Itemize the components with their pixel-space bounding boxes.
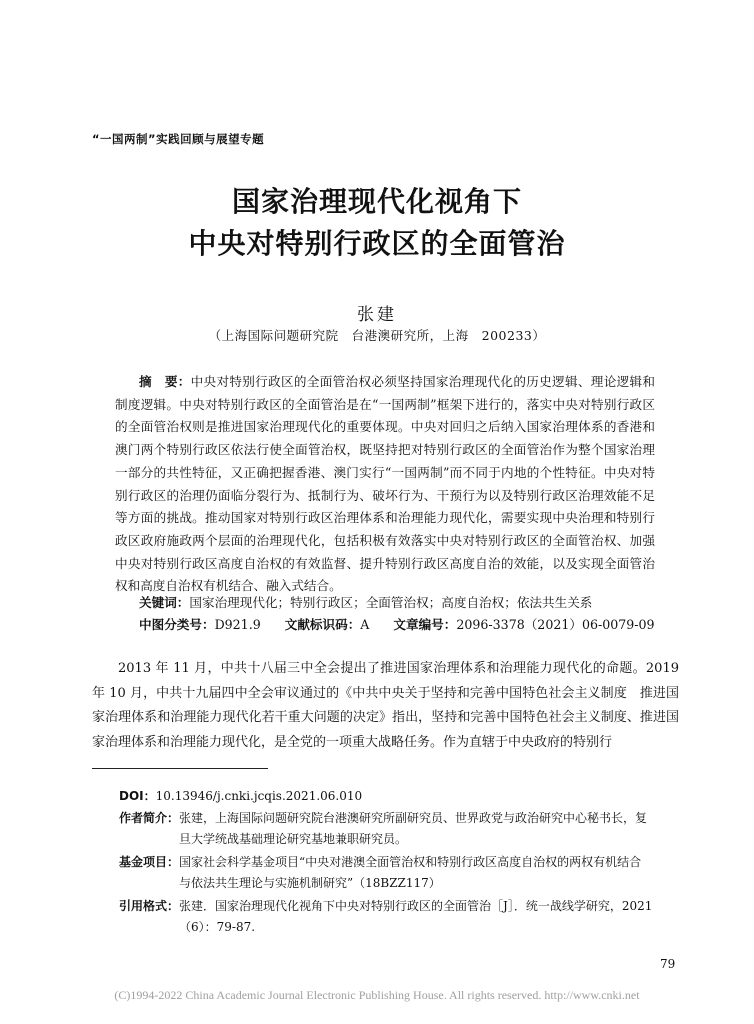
- footnote-author: [119, 808, 683, 850]
- article-no-value: 2096-3378（2021）06-0079-09: [456, 617, 655, 632]
- author-bio-line1: 张建，上海国际问题研究院台港澳研究所副研究员、世界政党与政治研究中心秘书长，复: [179, 811, 648, 825]
- copyright-watermark: (C)1994-2022 China Academic Journal Electronic Publishing House. All rights reserved. http://www.cnki.net: [114, 988, 640, 1002]
- fund-line1: 国家社会科学基金项目“中央对港澳全面管治权和特别行政区高度自治权的两权有机结合: [179, 855, 642, 869]
- series-header: “一国两制”实践回顾与展望专题: [92, 132, 265, 146]
- classification-line: [139, 614, 655, 633]
- abstract-label: 摘 要：: [139, 374, 191, 389]
- abstract: [115, 371, 655, 598]
- cite-line1: 张建．国家治理现代化视角下中央对特别行政区的全面管治［J］．统一战线学研究，2021: [179, 899, 653, 913]
- cite-line2: （6）：79-87.: [179, 920, 256, 934]
- cite-label: 引用格式：: [119, 899, 180, 913]
- body-paragraph: 2013 年 11 月，中共十八届三中全会提出了推进国家治理体系和治理能力现代化的命题。2019 年 10 月，中共十九届四中全会审议通过的《中共中央关于坚持和完善中国特色社会主义制度 推进国家治理体系和治理能力现代化若干重大问题的决定》指出，坚持和完善中国特色社会主义制度、推进国家治理体系和治理能力现代化，是全党的一项重大战略任务。作为直辖于中央政府的特别行: [92, 661, 679, 750]
- fund-line2: 与依法共生理论与实施机制研究”（18BZZ117）: [179, 876, 441, 890]
- author-bio-label: 作者简介：: [119, 811, 180, 825]
- clc-label: 中图分类号：: [139, 617, 215, 632]
- footnote-doi: [119, 786, 362, 807]
- article-title-line1: 国家治理现代化视角下: [231, 185, 522, 218]
- keywords: [139, 592, 592, 611]
- abstract-text: 中央对特别行政区的全面管治权必须坚持国家治理现代化的历史逻辑、理论逻辑和制度逻辑。中央对特别行政区的全面管治是在“一国两制”框架下进行的，落实中央对特别行政区的全面管治权则是推进国家治理现代化的重要体现。中央对回归之后纳入国家治理体系的香港和澳门两个特别行政区依法行使全面管治权，既坚持把对特别行政区的全面管治作为整个国家治理一部分的共性特征，又正确把握香港、澳门实行“一国两制”而不同于内地的个性特征。中央对特别行政区的治理仍面临分裂行为、抵制行为、破坏行为、干预行为以及特别行政区治理效能不足等方面的挑战。推动国家对特别行政区治理体系和治理能力现代化，需要实现中央治理和特别行政区政府施政两个层面的治理现代化，包括积极有效落实中央对特别行政区的全面管治权、加强中央对特别行政区高度自治权的有效监督、提升特别行政区高度自治的效能，以及实现全面管治权和高度自治权有机结合、融入式结合。: [115, 374, 656, 594]
- fund-label: 基金项目：: [119, 855, 180, 869]
- author-bio-line2: 旦大学统战基础理论研究基地兼职研究员。: [179, 832, 408, 846]
- page-number: 79: [660, 957, 676, 971]
- author-affiliation: （上海国际问题研究院 台港澳研究所，上海 200233）: [208, 328, 546, 343]
- keywords-label: 关键词：: [139, 595, 190, 610]
- article-no-label: 文章编号：: [393, 617, 457, 632]
- doc-code-label: 文献标识码：: [284, 617, 361, 632]
- keywords-text: 国家治理现代化；特别行政区；全面管治权；高度自治权；依法共生关系: [189, 595, 593, 610]
- doi-label: DOI：: [119, 789, 156, 803]
- doc-code-value: A: [360, 617, 370, 632]
- footnote-fund: [119, 852, 683, 894]
- clc-value: D921.9: [214, 617, 261, 632]
- footnote-divider: [92, 768, 268, 769]
- doi-value: 10.13946/j.cnki.jcqis.2021.06.010: [155, 789, 363, 803]
- article-title-line2: 中央对特别行政区的全面管治: [188, 227, 566, 260]
- author-name: 张建: [357, 305, 397, 325]
- footnote-citation: [119, 896, 683, 938]
